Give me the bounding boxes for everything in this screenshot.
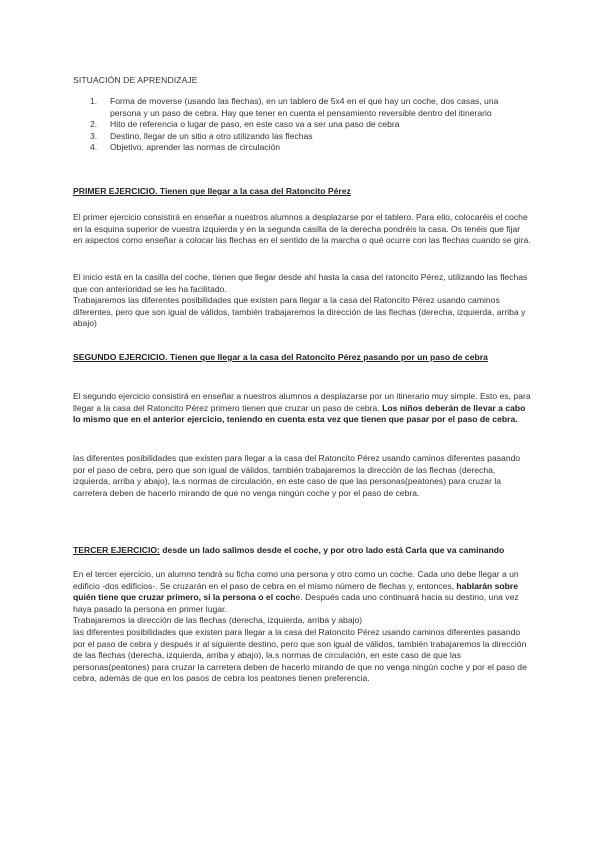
list-text: Hito de referencia o lugar de paso, en este caso va a ser una paso de cebra bbox=[110, 119, 400, 130]
exercise3-paragraph-1: En el tercer ejercicio, un alumno tendrá su ficha como una persona y otro como un coche. Cada uno debe llegar a un edificio -dos edificios-. Se cruzarán en el paso de cebra en el mismo número de flechas y, entonces, hablarán sobre quién tiene que cruzar primero, si la persona o el coche. Después cada uno continuará hacia su destino, una vez haya pasado la persona en primer lugar. Trabajaremos la dirección de las flechas (derecha, izquierda, arriba y abajo) las diferentes posibilidades que existen para llegar a la casa del Ratoncito Pérez usando caminos diferentes pasando por el paso de cebra y después ir al siguiente destino, pero que son igual de válidos, también trabajaremos la dirección de las flechas (derecha, izquierda, arriba y abajo), la.s normas de circulación, en este caso de que las personas(peatones) para cruzar la carretera deben de hacerlo mirando de que no venga ningún coche y por el paso de cebra, además de que en los pasos de cebra los peatones tienen preferencia. bbox=[73, 569, 527, 684]
list-item bbox=[73, 131, 531, 143]
exercise1-paragraph-2: El inicio está en la casilla del coche, tienen que llegar desde ahí hasta la casa del ratoncito Pérez, utilizando las flechas que con anterioridad se les ha facilitado. Trabajaremos las diferentes posibilidades que existen para llegar a la casa del Ratoncito Pérez usando caminos diferentes, pero que son igual de válidos, también trabajaremos la dirección de las flechas (derecha, izquierda, arriba y abajo) bbox=[73, 272, 528, 329]
objectives-list bbox=[73, 96, 531, 154]
list-number: 4. bbox=[90, 142, 98, 153]
list-text: Destino, llegar de un sitio a otro utilizando las flechas bbox=[110, 130, 313, 141]
document-title: SITUACIÓN DE APRENDIZAJE bbox=[73, 75, 198, 85]
list-number: 1. bbox=[90, 96, 98, 106]
list-item bbox=[73, 119, 531, 131]
list-text: Forma de moverse (usando las flechas), en un tablero de 5x4 en el que hay un coche, dos casas, una persona y un paso de cebra. Hay que tener en cuenta el pensamiento reversible dentro del itinerario bbox=[110, 96, 499, 118]
list-item bbox=[73, 96, 531, 119]
list-number: 2. bbox=[90, 119, 98, 130]
list-text: Objetivo, aprender las normas de circulación bbox=[110, 142, 281, 153]
list-number: 3. bbox=[90, 130, 98, 141]
exercise3-heading: TERCER EJERCICIO: desde un lado salimos desde el coche, y por otro lado está Carla que va caminando bbox=[73, 545, 505, 555]
exercise1-heading: PRIMER EJERCICIO. Tienen que llegar a la casa del Ratoncito Pérez bbox=[73, 186, 351, 196]
exercise2-paragraph-2: las diferentes posibilidades que existen para llegar a la casa del Ratoncito Pérez usando caminos diferentes pasando por el paso de cebra, pero que son igual de válidos, también trabajaremos la dirección de las flechas (derecha, izquierda, arriba y abajo), la.s normas de circulación, en este caso de que las personas(peatones) para cruzar la carretera deben de hacerlo mirando de que no venga ningún coche y por el paso de cebra. bbox=[73, 453, 521, 498]
list-item bbox=[73, 142, 531, 154]
exercise2-paragraph-1: El segundo ejercicio consistirá en enseñar a nuestros alumnos a desplazarse por un itinerario muy simple. Esto es, para llegar a la casa del Ratoncito Pérez primero tienen que cruzar un paso de cebra. Los niños deberán de llevar a cabo lo mismo que en el anterior ejercicio, teniendo en cuenta esta vez que tienen que pasar por el paso de cebra. bbox=[73, 391, 531, 425]
exercise1-paragraph-1: El primer ejercicio consistirá en enseñar a nuestros alumnos a desplazarse por el tablero. Para ello, colocaréis el coche en la esquina superior de vuestra izquierda y en la segunda casilla de la derecha pondréis la casa. Os tenéis que fijar en aspectos como enseñar a colocar las flechas en el sentido de la marcha o qué ocurre con las flechas cuando se gira. bbox=[73, 212, 531, 246]
exercise2-heading: SEGUNDO EJERCICIO. Tienen que llegar a la casa del Ratoncito Pérez pasando por un paso de cebra bbox=[73, 352, 488, 362]
